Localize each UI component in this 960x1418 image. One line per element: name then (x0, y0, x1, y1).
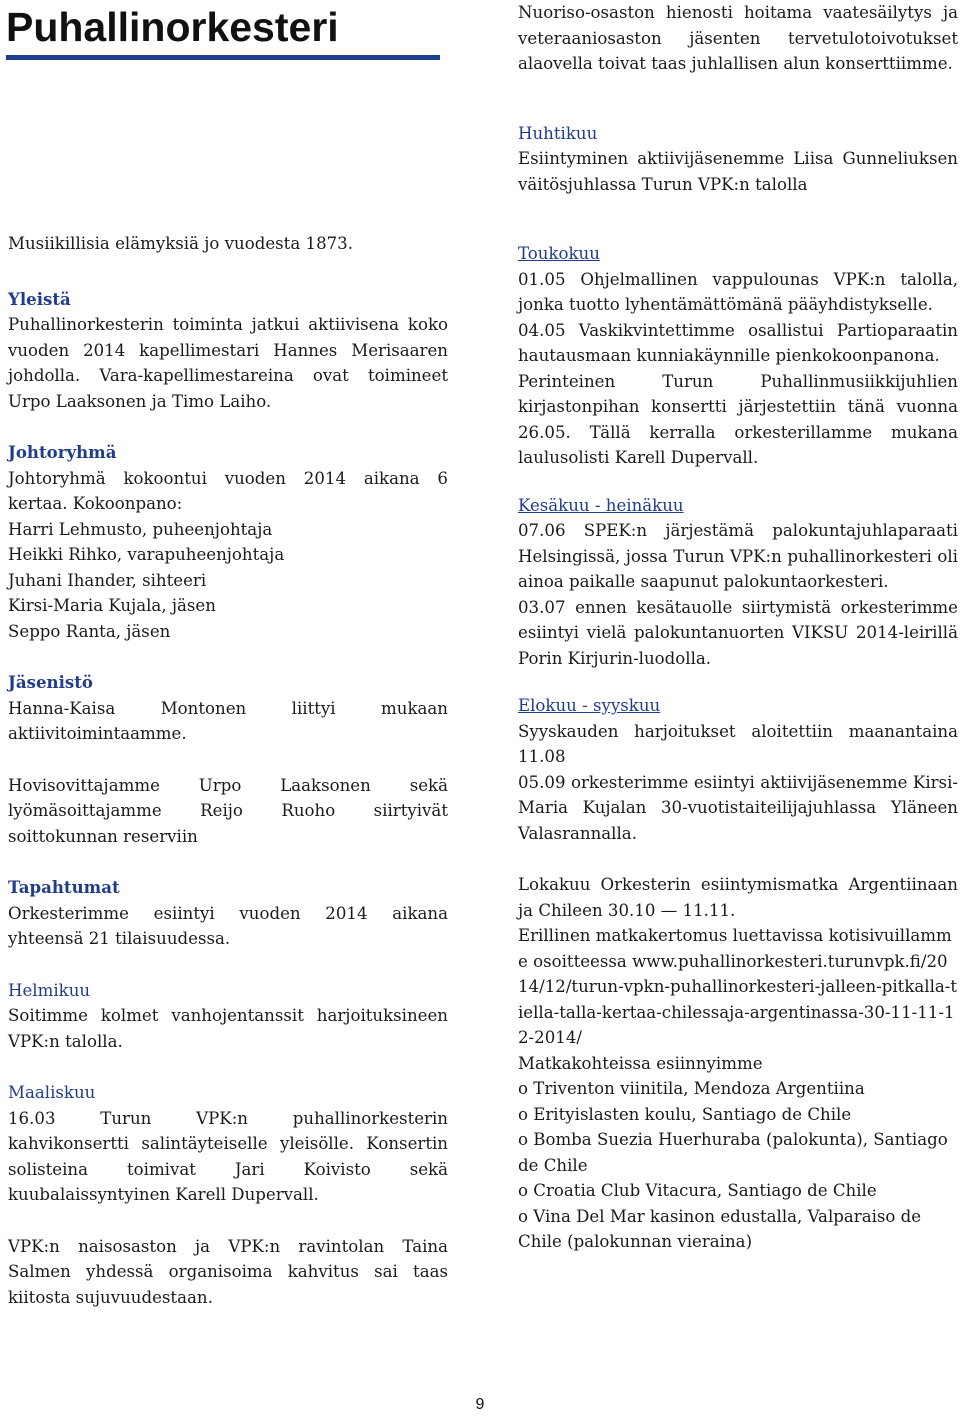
elokuu-text-2: 05.09 orkesterimme esiintyi aktiivijäsenemme Kirsi-Maria Kujalan 30-vuotistaiteilijajuhlassa Yläneen Valasrannalla. (518, 772, 958, 843)
month-heading-kesakuu: Kesäkuu - heinäkuu (518, 495, 684, 515)
lokakuu-text-1: Lokakuu Orkesterin esiintymismatka Argentiinaan ja Chileen 30.10 — 11.11. (518, 875, 958, 920)
destination-item: o Bomba Suezia Huerhuraba (palokunta), Santiago de Chile (518, 1130, 948, 1175)
section-heading-johtoryhma: Johtoryhmä (8, 442, 117, 462)
destination-item: o Vina Del Mar kasinon edustalla, Valparaiso de Chile (palokunnan vieraina) (518, 1206, 922, 1251)
elokuu-text-1: Syyskauden harjoitukset aloitettiin maanantaina 11.08 (518, 721, 958, 766)
month-heading-toukokuu: Toukokuu (518, 244, 600, 263)
toukokuu-text-1: 01.05 Ohjelmallinen vappulounas VPK:n talolla, jonka tuotto lyhentämättömänä pääyhdistykselle. (518, 269, 958, 314)
lokakuu-text-3: Matkakohteissa esiinnyimme (518, 1053, 763, 1073)
board-member: Kirsi-Maria Kujala, jäsen (8, 596, 216, 615)
title-underline (6, 55, 440, 60)
toukokuu-text-2: 04.05 Vaskikvintettimme osallistui Partioparaatin hautausmaan kunniakäynnille pienkokoonpanona. (518, 320, 958, 365)
page-title: Puhallinorkesteri (6, 4, 339, 50)
tagline: Musiikillisia elämyksiä jo vuodesta 1873. (8, 234, 354, 253)
board-member: Juhani Ihander, sihteeri (8, 570, 207, 590)
toukokuu-text-3: Perinteinen Turun Puhallinmusiikkijuhlien kirjastonpihan konsertti järjestettiin tänä vuonna 26.05. Tällä kerralla orkesterillamme mukana laulusolisti Karell Dupervall. (518, 371, 958, 467)
tapahtumat-text: Orkesterimme esiintyi vuoden 2014 aikana yhteensä 21 tilaisuudessa. (8, 903, 448, 948)
month-heading-maaliskuu: Maaliskuu (8, 1083, 96, 1102)
kesakuu-text-1: 07.06 SPEK:n järjestämä palokuntajuhlaparaati Helsingissä, jossa Turun VPK:n puhallinorkesteri oli ainoa paikalle saapunut palokuntaorkesteri. (518, 521, 958, 591)
intro-text: Nuoriso-osaston hienosti hoitama vaatesäilytys ja veteraaniosaston jäsenten tervetulotoivotukset alaovella toivat taas juhlallisen alun konserttiimme. (518, 3, 958, 73)
left-column (8, 231, 448, 1310)
yleista-text: Puhallinorkesterin toiminta jatkui aktiivisena koko vuoden 2014 kapellimestari Hannes Merisaaren johdolla. Vara-kapellimestareina ovat toimineet Urpo Laaksonen ja Timo Laiho. (8, 315, 448, 411)
month-heading-elokuu: Elokuu - syyskuu (518, 696, 661, 715)
month-heading-huhtikuu: Huhtikuu (518, 123, 598, 143)
board-member: Harri Lehmusto, puheenjohtaja (8, 519, 273, 539)
section-heading-tapahtumat: Tapahtumat (8, 877, 120, 897)
board-member: Heikki Rihko, varapuheenjohtaja (8, 545, 285, 564)
jasenisto-text: Hanna-Kaisa Montonen liittyi mukaan aktiivitoimintaamme. (8, 698, 448, 743)
helmikuu-text: Soitimme kolmet vanhojentanssit harjoituksineen VPK:n talolla. (8, 1006, 448, 1051)
destination-item: o Erityislasten koulu, Santiago de Chile (518, 1104, 852, 1124)
board-member-list (8, 517, 448, 645)
board-member: Seppo Ranta, jäsen (8, 621, 171, 641)
destination-item: o Triventon viinitila, Mendoza Argentiina (518, 1079, 865, 1098)
destination-list (518, 1076, 958, 1255)
lokakuu-text-2: Erillinen matkakertomus luettavissa kotisivuillamme osoitteessa www.puhallinorkesteri.turunvpk.fi/2014/12/turun-vpkn-puhallinorkesteri-jalleen-pitkalla-tiella-talla-kertaa-chilessaja-argentinassa-30-11-11-12-2014/ (518, 926, 958, 1047)
page-number: 9 (475, 1396, 485, 1413)
jasenisto-text-2: Hovisovittajamme Urpo Laaksonen sekä lyömäsoittajamme Reijo Ruoho siirtyivät soittokunnan reserviin (8, 775, 448, 846)
maaliskuu-text-2: VPK:n naisosaston ja VPK:n ravintolan Taina Salmen yhdessä organisoima kahvitus sai taas kiitosta sujuvuudestaan. (8, 1236, 448, 1307)
huhtikuu-text: Esiintyminen aktiivijäsenemme Liisa Gunneliuksen väitösjuhlassa Turun VPK:n talolla (518, 149, 958, 194)
maaliskuu-text: 16.03 Turun VPK:n puhallinorkesterin kahvikonsertti salintäyteiselle yleisölle. Konsertin solisteina toimivat Jari Koivisto sekä kuubalaissyntyinen Karell Dupervall. (8, 1108, 448, 1204)
kesakuu-text-2: 03.07 ennen kesätauolle siirtymistä orkesterimme esiintyi vielä palokuntanuorten VIKSU 2014-leirillä Porin Kirjurin-luodolla. (518, 597, 958, 668)
destination-item: o Croatia Club Vitacura, Santiago de Chile (518, 1181, 877, 1200)
johtoryhma-text: Johtoryhmä kokoontui vuoden 2014 aikana 6 kertaa. Kokoonpano: (8, 468, 448, 513)
section-heading-yleista: Yleistä (8, 288, 71, 309)
right-column (518, 0, 958, 1255)
month-heading-helmikuu: Helmikuu (8, 980, 91, 1000)
section-heading-jasenisto: Jäsenistö (8, 672, 93, 692)
